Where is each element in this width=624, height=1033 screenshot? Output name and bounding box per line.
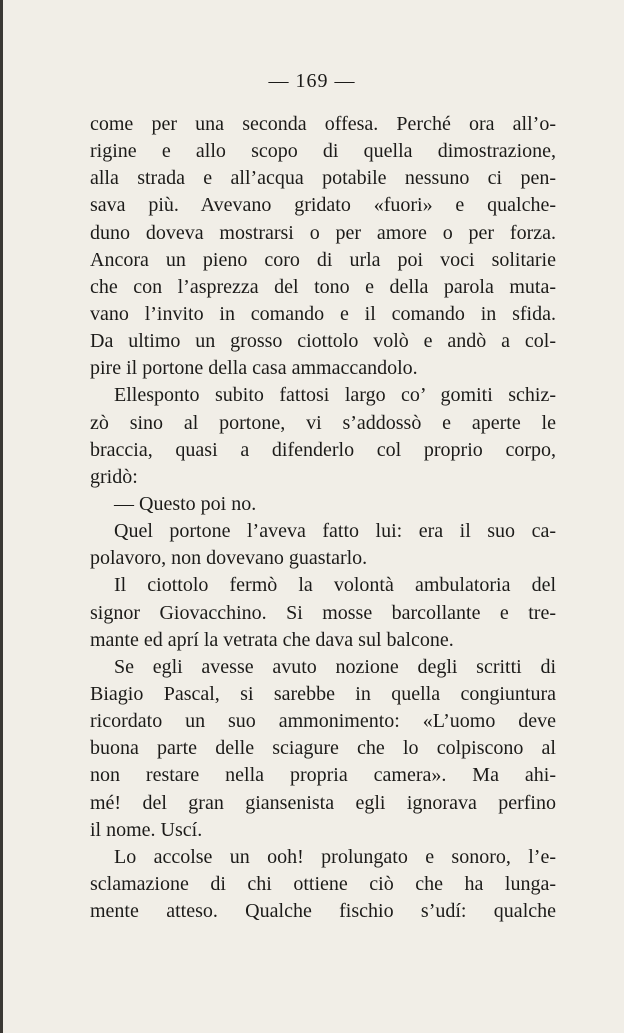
text-line: buona parte delle sciagure che lo colpiscono al: [90, 737, 556, 760]
text-line: Da ultimo un grosso ciottolo volò e andò a col-: [90, 330, 556, 353]
text-line: Ellesponto subito fattosi largo co’ gomiti schiz-: [114, 384, 556, 407]
text-line: mé! del gran giansenista egli ignorava perfino: [90, 791, 556, 814]
text-line: non restare nella propria camera». Ma ahi-: [90, 764, 556, 787]
text-line: come per una seconda offesa. Perché ora all’o-: [90, 113, 556, 135]
text-line: signor Giovacchino. Si mosse barcollante e tre-: [90, 601, 556, 624]
page-number: — 169 —: [268, 70, 356, 92]
text-line: mante ed aprí la vetrata che dava sul balcone.: [90, 628, 454, 651]
text-line: Quel portone l’aveva fatto lui: era il suo ca-: [114, 520, 556, 543]
text-line: Biagio Pascal, si sarebbe in quella congiuntura: [90, 682, 556, 705]
text-line: sava più. Avevano gridato «fuori» e qualche-: [90, 194, 556, 217]
text-line: polavoro, non dovevano guastarlo.: [90, 547, 368, 570]
text-line: che con l’asprezza del tono e della parola muta-: [90, 275, 556, 298]
text-line: duno doveva mostrarsi o per amore o per forza.: [90, 221, 556, 244]
text-line: zò sino al portone, vi s’addossò e aperte le: [90, 411, 556, 434]
text-line: ricordato un suo ammonimento: «L’uomo deve: [90, 710, 556, 733]
text-line: Il ciottolo fermò la volontà ambulatoria del: [114, 574, 556, 597]
text-line: Lo accolse un ooh! prolungato e sonoro, l’e-: [114, 845, 556, 868]
scan-edge-shadow: [0, 0, 3, 1033]
body-text: [90, 111, 556, 925]
text-line: pire il portone della casa ammaccandolo.: [90, 357, 418, 380]
text-line: mente atteso. Qualche fischio s’udí: qualche: [90, 900, 556, 923]
text-line: gridò:: [90, 465, 138, 488]
text-line: il nome. Uscí.: [90, 818, 203, 841]
text-line: Ancora un pieno coro di urla poi voci solitarie: [90, 248, 556, 271]
text-line: — Questo poi no.: [114, 492, 257, 515]
text-line: sclamazione di chi ottiene ciò che ha lunga-: [90, 872, 556, 895]
text-line: braccia, quasi a difenderlo col proprio corpo,: [90, 438, 556, 461]
text-line: Se egli avesse avuto nozione degli scritti di: [114, 655, 556, 678]
text-line: alla strada e all’acqua potabile nessuno ci pen-: [90, 167, 556, 190]
text-line: rigine e allo scopo di quella dimostrazione,: [90, 140, 556, 163]
text-line: vano l’invito in comando e il comando in sfida.: [90, 302, 556, 325]
